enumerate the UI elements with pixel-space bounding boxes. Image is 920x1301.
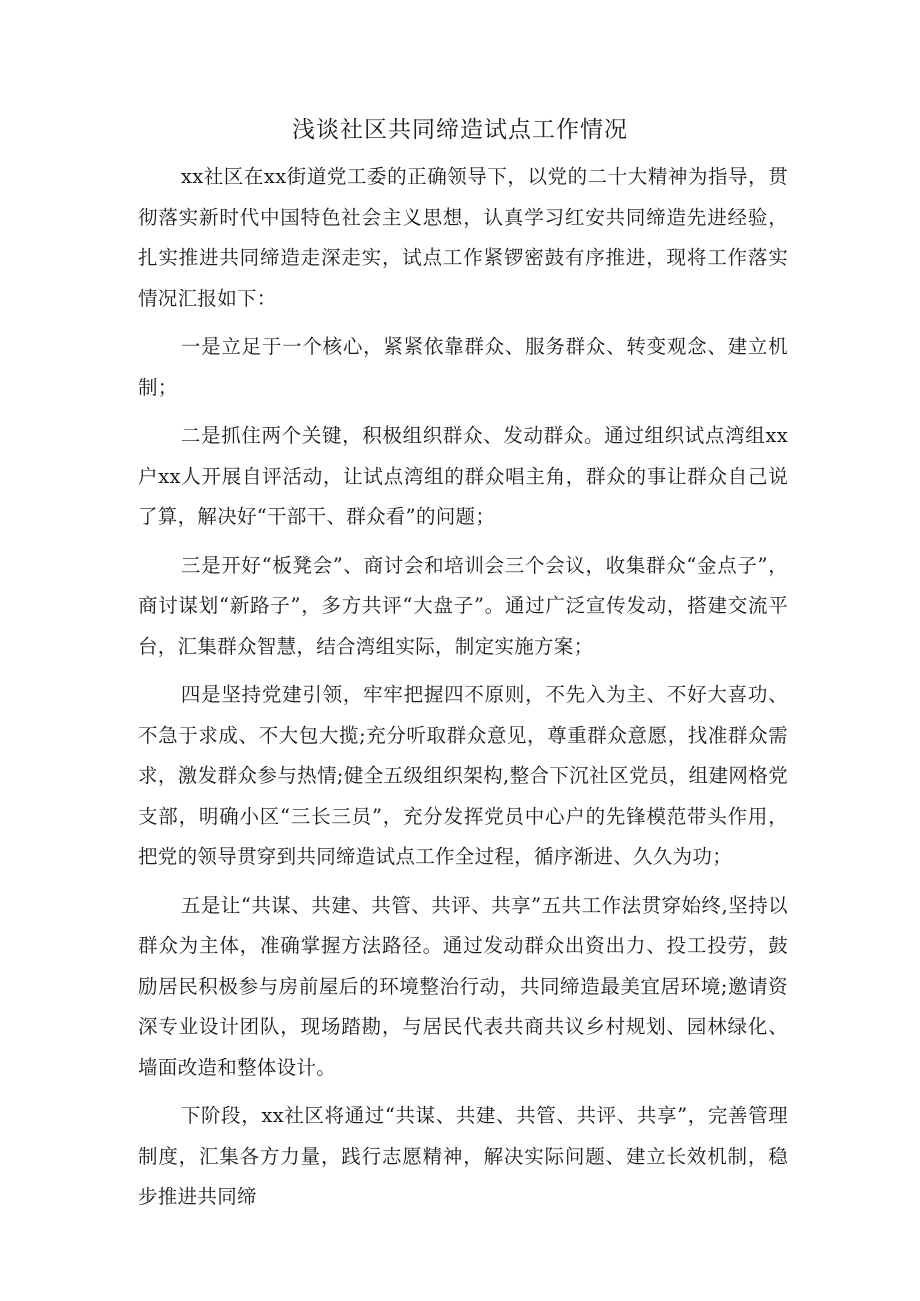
paragraph-next-stage: 下阶段，xx社区将通过“共谋、共建、共管、共评、共享”，完善管理制度，汇集各方力量，践行志愿精神，解决实际问题、建立长效机制，稳步推进共同缔 (138, 1104, 788, 1208)
paragraph-point-2: 二是抓住两个关键，积极组织群众、发动群众。通过组织试点湾组xx户xx人开展自评活动，让试点湾组的群众唱主角，群众的事让群众自己说了算，解决好“干部干、群众看”的问题； (138, 424, 788, 528)
document-body (138, 157, 788, 1226)
paragraph-point-5: 五是让“共谋、共建、共管、共评、共享”五共工作法贯穿始终,坚持以群众为主体，准确掌握方法路径。通过发动群众出资出力、投工投劳，鼓励居民积极参与房前屋后的环境整治行动，共同缔造最美宜居环境;邀请资深专业设计团队，现场踏勘，与居民代表共商共议乡村规划、园林绿化、墙面改造和整体设计。 (138, 893, 788, 1079)
paragraph-point-1: 一是立足于一个核心，紧紧依靠群众、服务群众、转变观念、建立机制； (138, 335, 788, 399)
paragraph-intro: xx社区在xx街道党工委的正确领导下，以党的二十大精神为指导，贯彻落实新时代中国特色社会主义思想，认真学习红安共同缔造先进经验，扎实推进共同缔造走深走实，试点工作紧锣密鼓有序推进，现将工作落实情况汇报如下： (138, 165, 788, 310)
paragraph-point-4: 四是坚持党建引领，牢牢把握四不原则，不先入为主、不好大喜功、不急于求成、不大包大揽;充分听取群众意见，尊重群众意愿，找准群众需求，激发群众参与热情;健全五级组织架构,整合下沉社区党员，组建网格党支部，明确小区“三长三员”，充分发挥党员中心户的先锋模范带头作用，把党的领导贯穿到共同缔造试点工作全过程，循序渐进、久久为功； (138, 683, 788, 868)
document-title: 浅谈社区共同缔造试点工作情况 (292, 117, 628, 143)
paragraph-point-3: 三是开好“板凳会”、商讨会和培训会三个会议，收集群众“金点子”，商讨谋划“新路子”，多方共评“大盘子”。通过广泛宣传发动，搭建交流平台，汇集群众智慧，结合湾组实际，制定实施方案； (138, 553, 788, 658)
